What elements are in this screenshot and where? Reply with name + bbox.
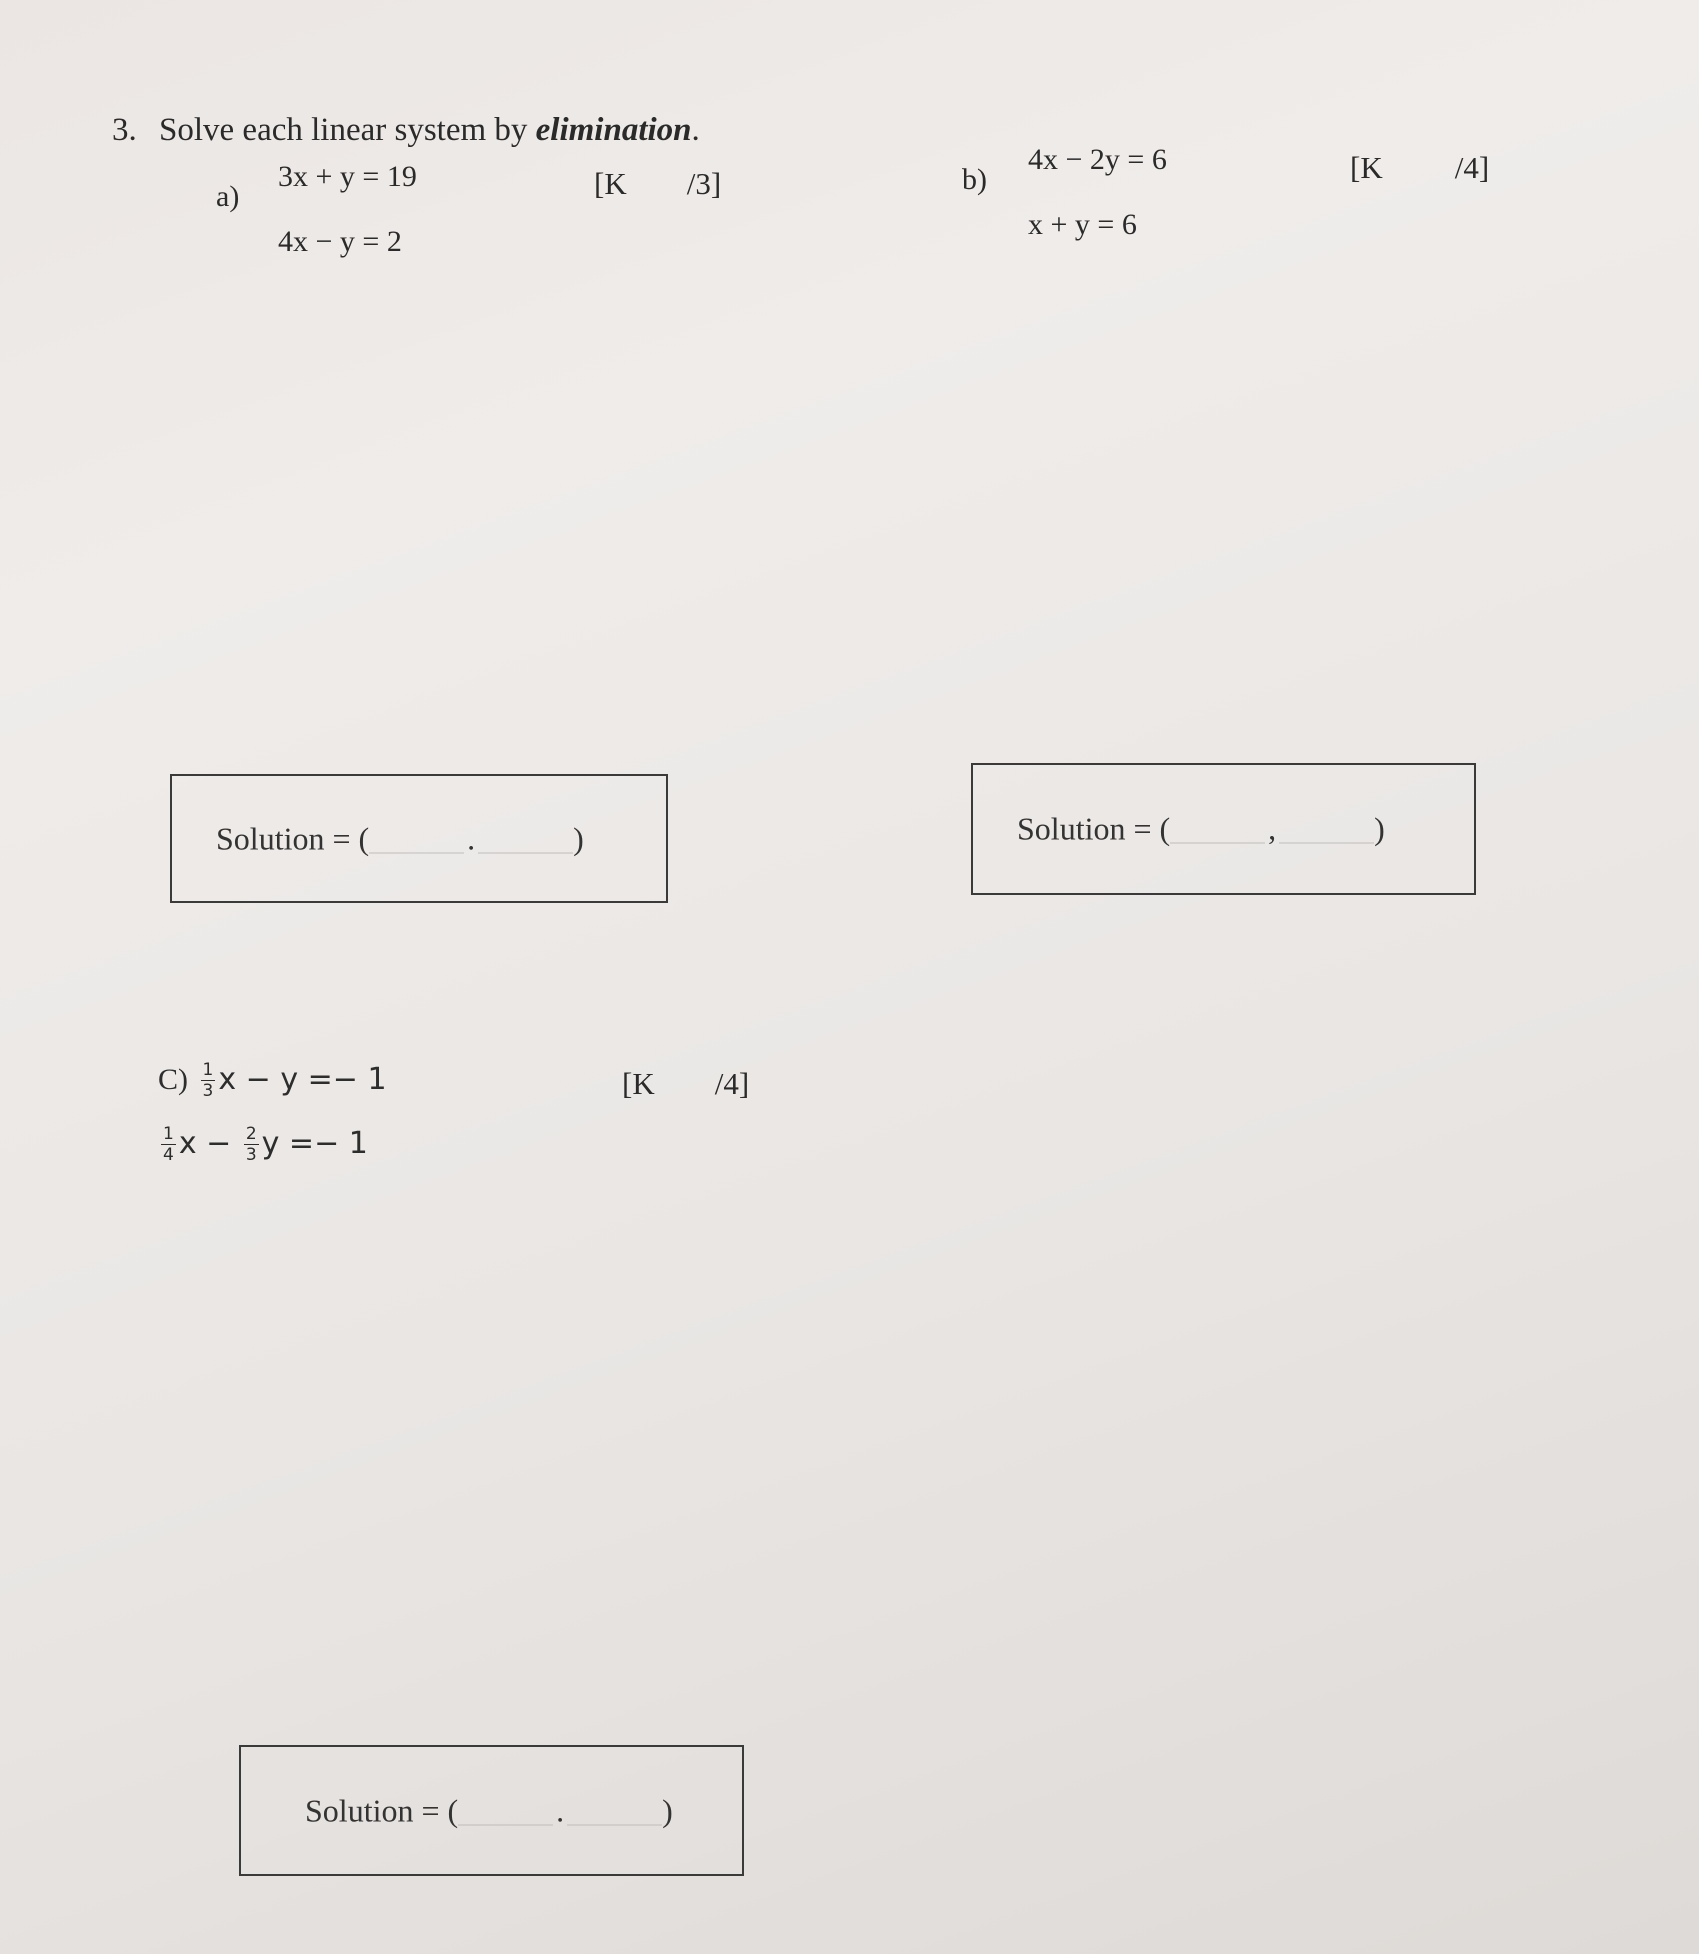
fraction-numerator: 2 <box>245 1124 257 1144</box>
solution-c-separator: . <box>556 1792 565 1828</box>
solution-c-y-blank[interactable] <box>567 1824 662 1825</box>
solution-c <box>241 1792 742 1829</box>
solution-a-close: ) <box>573 820 584 856</box>
solution-box-a <box>170 774 668 903</box>
solution-c-label: Solution = ( <box>305 1792 459 1828</box>
question-text: Solve each linear system by <box>159 112 528 148</box>
part-a-mark <box>594 166 721 202</box>
part-a-mark-total: /3] <box>686 166 722 201</box>
solution-a <box>172 820 666 857</box>
part-b-mark-category: [K <box>1350 150 1383 185</box>
part-c-mark-category: [K <box>622 1066 655 1101</box>
solution-a-x-blank[interactable] <box>369 852 464 853</box>
part-c-label: C) <box>158 1063 188 1096</box>
part-b-mark-total: /4] <box>1454 150 1490 185</box>
solution-b-y-blank[interactable] <box>1279 843 1374 844</box>
part-c-fraction-1-3 <box>201 1060 216 1101</box>
part-a-equation-1: 3x + y = 19 <box>278 160 417 193</box>
part-c-equation-1-rest: x − y =− 1 <box>218 1062 387 1097</box>
part-c-mark <box>622 1066 749 1102</box>
part-b-mark <box>1350 150 1489 186</box>
part-a-equation-2: 4x − y = 2 <box>278 225 402 258</box>
solution-box-c <box>239 1745 744 1876</box>
fraction-denominator: 3 <box>202 1081 214 1101</box>
solution-a-y-blank[interactable] <box>478 852 573 853</box>
part-b-label: b) <box>962 163 987 196</box>
part-c-mark-total: /4] <box>714 1066 750 1101</box>
solution-c-x-blank[interactable] <box>458 1824 553 1825</box>
solution-b-x-blank[interactable] <box>1170 843 1265 844</box>
fraction-denominator: 3 <box>245 1145 257 1165</box>
fraction-numerator: 1 <box>163 1124 174 1144</box>
part-b-equation-2: x + y = 6 <box>1028 208 1137 241</box>
question-title <box>112 112 700 149</box>
question-period: . <box>691 112 700 148</box>
solution-c-close: ) <box>662 1792 673 1828</box>
question-emphasis: elimination <box>535 112 692 148</box>
solution-a-label: Solution = ( <box>216 820 370 856</box>
solution-box-b <box>971 763 1476 895</box>
part-a-mark-category: [K <box>594 166 627 201</box>
part-c-fraction-2-3 <box>244 1124 259 1165</box>
fraction-denominator: 4 <box>163 1145 174 1165</box>
part-c-fraction-1-4 <box>161 1124 176 1165</box>
solution-a-separator: . <box>467 820 476 856</box>
solution-b-close: ) <box>1374 810 1385 847</box>
fraction-numerator: 1 <box>202 1060 214 1080</box>
question-number: 3. <box>112 112 137 148</box>
solution-b-separator: , <box>1268 810 1277 847</box>
solution-b-label: Solution = ( <box>1017 810 1171 847</box>
part-b-equation-1: 4x − 2y = 6 <box>1028 143 1167 176</box>
part-a-label: a) <box>216 180 240 213</box>
part-c-equation-2 <box>158 1124 368 1165</box>
part-c-equation-1 <box>158 1060 387 1101</box>
solution-b <box>973 811 1474 848</box>
part-c-equation-2-mid: x − <box>178 1126 232 1161</box>
part-c-equation-2-rest: y =− 1 <box>261 1126 368 1161</box>
